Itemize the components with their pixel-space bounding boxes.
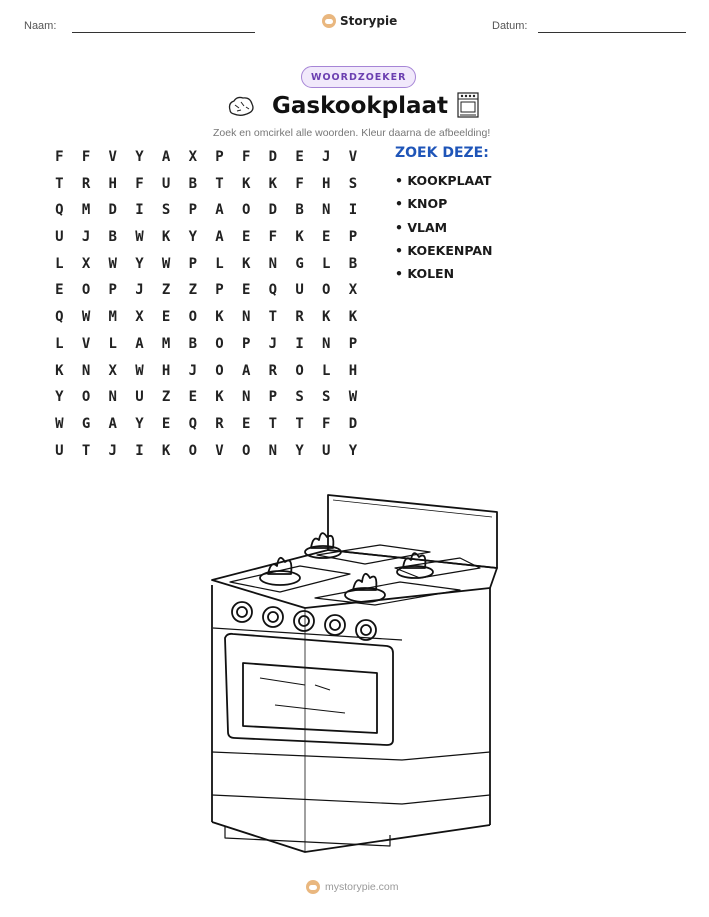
grid-cell[interactable]: O [215, 362, 224, 379]
grid-cell[interactable]: J [268, 335, 278, 352]
name-line[interactable] [72, 32, 255, 33]
grid-cell[interactable]: N [322, 202, 331, 219]
grid-cell[interactable]: D [268, 202, 278, 219]
grid-cell[interactable]: N [268, 255, 278, 272]
grid-cell[interactable]: Q [188, 415, 197, 432]
grid-cell[interactable]: E [241, 229, 251, 246]
grid-cell[interactable]: F [241, 149, 251, 165]
grid-cell[interactable]: L [215, 255, 224, 272]
grid-cell[interactable]: K [241, 175, 251, 192]
grid-cell[interactable]: X [188, 149, 197, 165]
grid-cell[interactable]: T [268, 309, 278, 326]
grid-cell[interactable]: P [241, 335, 251, 352]
grid-cell[interactable]: X [348, 282, 358, 299]
grid-cell[interactable]: N [268, 442, 278, 459]
grid-cell[interactable]: Q [55, 202, 64, 219]
grid-cell[interactable]: W [161, 255, 171, 272]
grid-cell[interactable]: B [295, 202, 304, 219]
grid-cell[interactable]: F [81, 149, 91, 165]
grid-cell[interactable]: B [108, 229, 117, 246]
grid-cell[interactable]: D [268, 149, 278, 165]
word-item: • KOLEN [395, 266, 455, 282]
date-line[interactable] [538, 32, 686, 33]
grid-cell[interactable]: D [348, 415, 358, 432]
grid-cell[interactable]: A [215, 229, 224, 246]
grid-row [46, 362, 366, 389]
grid-cell[interactable]: N [322, 335, 331, 352]
grid-cell[interactable]: P [188, 255, 197, 272]
grid-cell[interactable]: E [295, 149, 304, 165]
grid-cell[interactable]: O [188, 309, 197, 326]
grid-cell[interactable]: L [55, 335, 64, 352]
grid-cell[interactable]: O [322, 282, 331, 299]
word-item: • KNOP [395, 196, 448, 212]
stove-icon [456, 91, 480, 119]
grid-cell[interactable]: Y [135, 255, 144, 272]
storypie-mascot-icon [306, 880, 320, 894]
grid-cell[interactable]: F [135, 175, 144, 192]
grid-cell[interactable]: E [55, 282, 64, 299]
grid-cell[interactable]: W [55, 415, 64, 432]
grid-cell[interactable]: V [348, 149, 358, 165]
grid-cell[interactable]: I [135, 202, 144, 219]
grid-cell[interactable]: D [108, 202, 117, 219]
grid-cell[interactable]: Z [188, 282, 197, 299]
grid-cell[interactable]: X [81, 255, 91, 272]
grid-cell[interactable]: F [295, 175, 304, 192]
grid-row [46, 255, 366, 282]
grid-cell[interactable]: T [268, 415, 278, 432]
grid-row [46, 388, 366, 415]
grid-cell[interactable]: G [295, 255, 304, 272]
grid-cell[interactable]: H [108, 175, 117, 192]
grid-cell[interactable]: A [241, 362, 251, 379]
grid-cell[interactable]: K [295, 229, 304, 246]
instructions: Zoek en omcirkel alle woorden. Kleur daarna de afbeelding! [213, 127, 491, 139]
grid-cell[interactable]: S [348, 175, 358, 192]
grid-cell[interactable]: B [188, 335, 197, 352]
footer [306, 880, 399, 894]
grid-cell[interactable]: P [215, 282, 224, 299]
puzzle-type-badge: WOORDZOEKER [301, 66, 416, 88]
grid-cell[interactable]: J [81, 229, 91, 246]
grid-cell[interactable]: O [188, 442, 197, 459]
grid-cell[interactable]: M [161, 335, 171, 352]
grid-cell[interactable]: I [135, 442, 144, 459]
grid-cell[interactable]: A [215, 202, 224, 219]
grid-cell[interactable]: P [188, 202, 197, 219]
grid-cell[interactable]: Z [161, 282, 171, 299]
grid-cell[interactable]: O [295, 362, 304, 379]
grid-cell[interactable]: L [322, 255, 331, 272]
grid-cell[interactable]: V [81, 335, 91, 352]
grid-row [46, 201, 366, 228]
word-list [395, 169, 492, 285]
grid-cell[interactable]: E [241, 282, 251, 299]
word-item: • KOEKENPAN [395, 242, 493, 258]
grid-cell[interactable]: S [161, 202, 171, 219]
grid-cell[interactable]: K [55, 362, 64, 379]
grid-cell[interactable]: V [215, 442, 224, 459]
grid-cell[interactable]: J [322, 149, 331, 165]
grid-row [46, 228, 366, 255]
grid-cell[interactable]: M [81, 202, 91, 219]
grid-cell[interactable]: T [55, 175, 64, 192]
grid-cell[interactable]: R [268, 362, 278, 379]
grid-row [46, 415, 366, 442]
grid-cell[interactable]: W [81, 309, 91, 326]
grid-cell[interactable]: K [268, 175, 278, 192]
grid-row [46, 442, 366, 469]
grid-cell[interactable]: A [135, 335, 144, 352]
word-list-heading: ZOEK DEZE: [395, 145, 489, 161]
grid-cell[interactable]: W [135, 229, 144, 246]
grid-cell[interactable]: M [108, 309, 117, 326]
word-item: • KOOKPLAAT [395, 173, 492, 188]
grid-row [46, 335, 366, 362]
coal-icon [227, 95, 255, 117]
grid-cell[interactable]: O [215, 335, 224, 352]
grid-cell[interactable]: T [215, 175, 224, 192]
grid-cell[interactable]: K [161, 229, 171, 246]
grid-cell[interactable]: L [108, 335, 117, 352]
grid-cell[interactable]: L [55, 255, 64, 272]
grid-cell[interactable]: S [322, 389, 331, 406]
grid-cell[interactable]: I [348, 202, 358, 219]
grid-cell[interactable]: K [348, 309, 358, 326]
grid-cell[interactable]: K [241, 255, 251, 272]
grid-cell[interactable]: B [348, 255, 358, 272]
grid-cell[interactable]: Q [55, 309, 64, 326]
grid-cell[interactable]: H [322, 175, 331, 192]
grid-cell[interactable]: N [81, 362, 91, 379]
grid-cell[interactable]: P [108, 282, 117, 299]
grid-cell[interactable]: Y [55, 389, 64, 406]
grid-cell[interactable]: K [161, 442, 171, 459]
grid-cell[interactable]: O [241, 202, 251, 219]
grid-cell[interactable]: V [108, 149, 117, 165]
grid-cell[interactable]: B [188, 175, 197, 192]
grid-cell[interactable]: E [322, 229, 331, 246]
grid-cell[interactable]: P [215, 149, 224, 165]
grid-cell[interactable]: E [241, 415, 251, 432]
grid-cell[interactable]: O [81, 282, 91, 299]
grid-cell[interactable]: W [108, 255, 117, 272]
grid-cell[interactable]: J [135, 282, 144, 299]
grid-cell[interactable]: N [241, 389, 251, 406]
grid-cell[interactable]: H [348, 362, 358, 379]
brand-logo [322, 14, 397, 28]
grid-cell[interactable]: Z [161, 389, 171, 406]
grid-cell[interactable]: I [295, 335, 304, 352]
grid-cell[interactable]: X [108, 362, 117, 379]
grid-cell[interactable]: F [322, 415, 331, 432]
grid-cell[interactable]: U [55, 442, 64, 459]
grid-cell[interactable]: F [268, 229, 278, 246]
grid-cell[interactable]: O [81, 389, 91, 406]
grid-cell[interactable]: R [295, 309, 304, 326]
grid-cell[interactable]: U [161, 175, 171, 192]
grid-cell[interactable]: Y [295, 442, 304, 459]
grid-cell[interactable]: G [81, 415, 91, 432]
grid-cell[interactable]: P [268, 389, 278, 406]
grid-cell[interactable]: P [348, 335, 358, 352]
grid-cell[interactable]: U [55, 229, 64, 246]
grid-cell[interactable]: X [135, 309, 144, 326]
grid-cell[interactable]: E [188, 389, 197, 406]
storypie-mascot-icon [322, 14, 336, 28]
grid-cell[interactable]: K [215, 309, 224, 326]
grid-cell[interactable]: O [241, 442, 251, 459]
grid-cell[interactable]: H [161, 362, 171, 379]
page-title: Gaskookplaat [272, 93, 449, 119]
grid-cell[interactable]: U [322, 442, 331, 459]
grid-cell[interactable]: T [81, 442, 91, 459]
grid-cell[interactable]: W [348, 389, 358, 406]
grid-row [46, 308, 366, 335]
grid-cell[interactable]: F [55, 149, 64, 165]
grid-cell[interactable]: E [161, 309, 171, 326]
grid-cell[interactable]: P [348, 229, 358, 246]
grid-cell[interactable]: U [295, 282, 304, 299]
grid-cell[interactable]: E [161, 415, 171, 432]
grid-cell[interactable]: J [108, 442, 117, 459]
grid-row [46, 148, 366, 175]
grid-cell[interactable]: L [322, 362, 331, 379]
grid-cell[interactable]: Y [135, 415, 144, 432]
grid-cell[interactable]: Q [268, 282, 278, 299]
grid-cell[interactable]: N [108, 389, 117, 406]
grid-cell[interactable]: U [135, 389, 144, 406]
grid-cell[interactable]: A [108, 415, 117, 432]
grid-cell[interactable]: S [295, 389, 304, 406]
date-label: Datum: [492, 20, 528, 32]
grid-cell[interactable]: Y [348, 442, 358, 459]
grid-cell[interactable]: N [241, 309, 251, 326]
grid-cell[interactable]: J [188, 362, 197, 379]
grid-cell[interactable]: W [135, 362, 144, 379]
grid-cell[interactable]: R [215, 415, 224, 432]
word-item: • VLAM [395, 219, 448, 235]
grid-cell[interactable]: R [81, 175, 91, 192]
word-search-grid [46, 148, 366, 468]
grid-cell[interactable]: Y [188, 229, 197, 246]
grid-cell[interactable]: T [295, 415, 304, 432]
footer-site[interactable]: mystorypie.com [325, 881, 399, 893]
name-label: Naam: [24, 20, 57, 32]
gas-stove-icon [205, 490, 505, 855]
grid-cell[interactable]: K [322, 309, 331, 326]
grid-cell[interactable]: A [161, 149, 171, 165]
grid-row [46, 281, 366, 308]
grid-cell[interactable]: K [215, 389, 224, 406]
grid-cell[interactable]: Y [135, 149, 144, 165]
brand-name: Storypie [340, 14, 398, 28]
grid-row [46, 175, 366, 202]
